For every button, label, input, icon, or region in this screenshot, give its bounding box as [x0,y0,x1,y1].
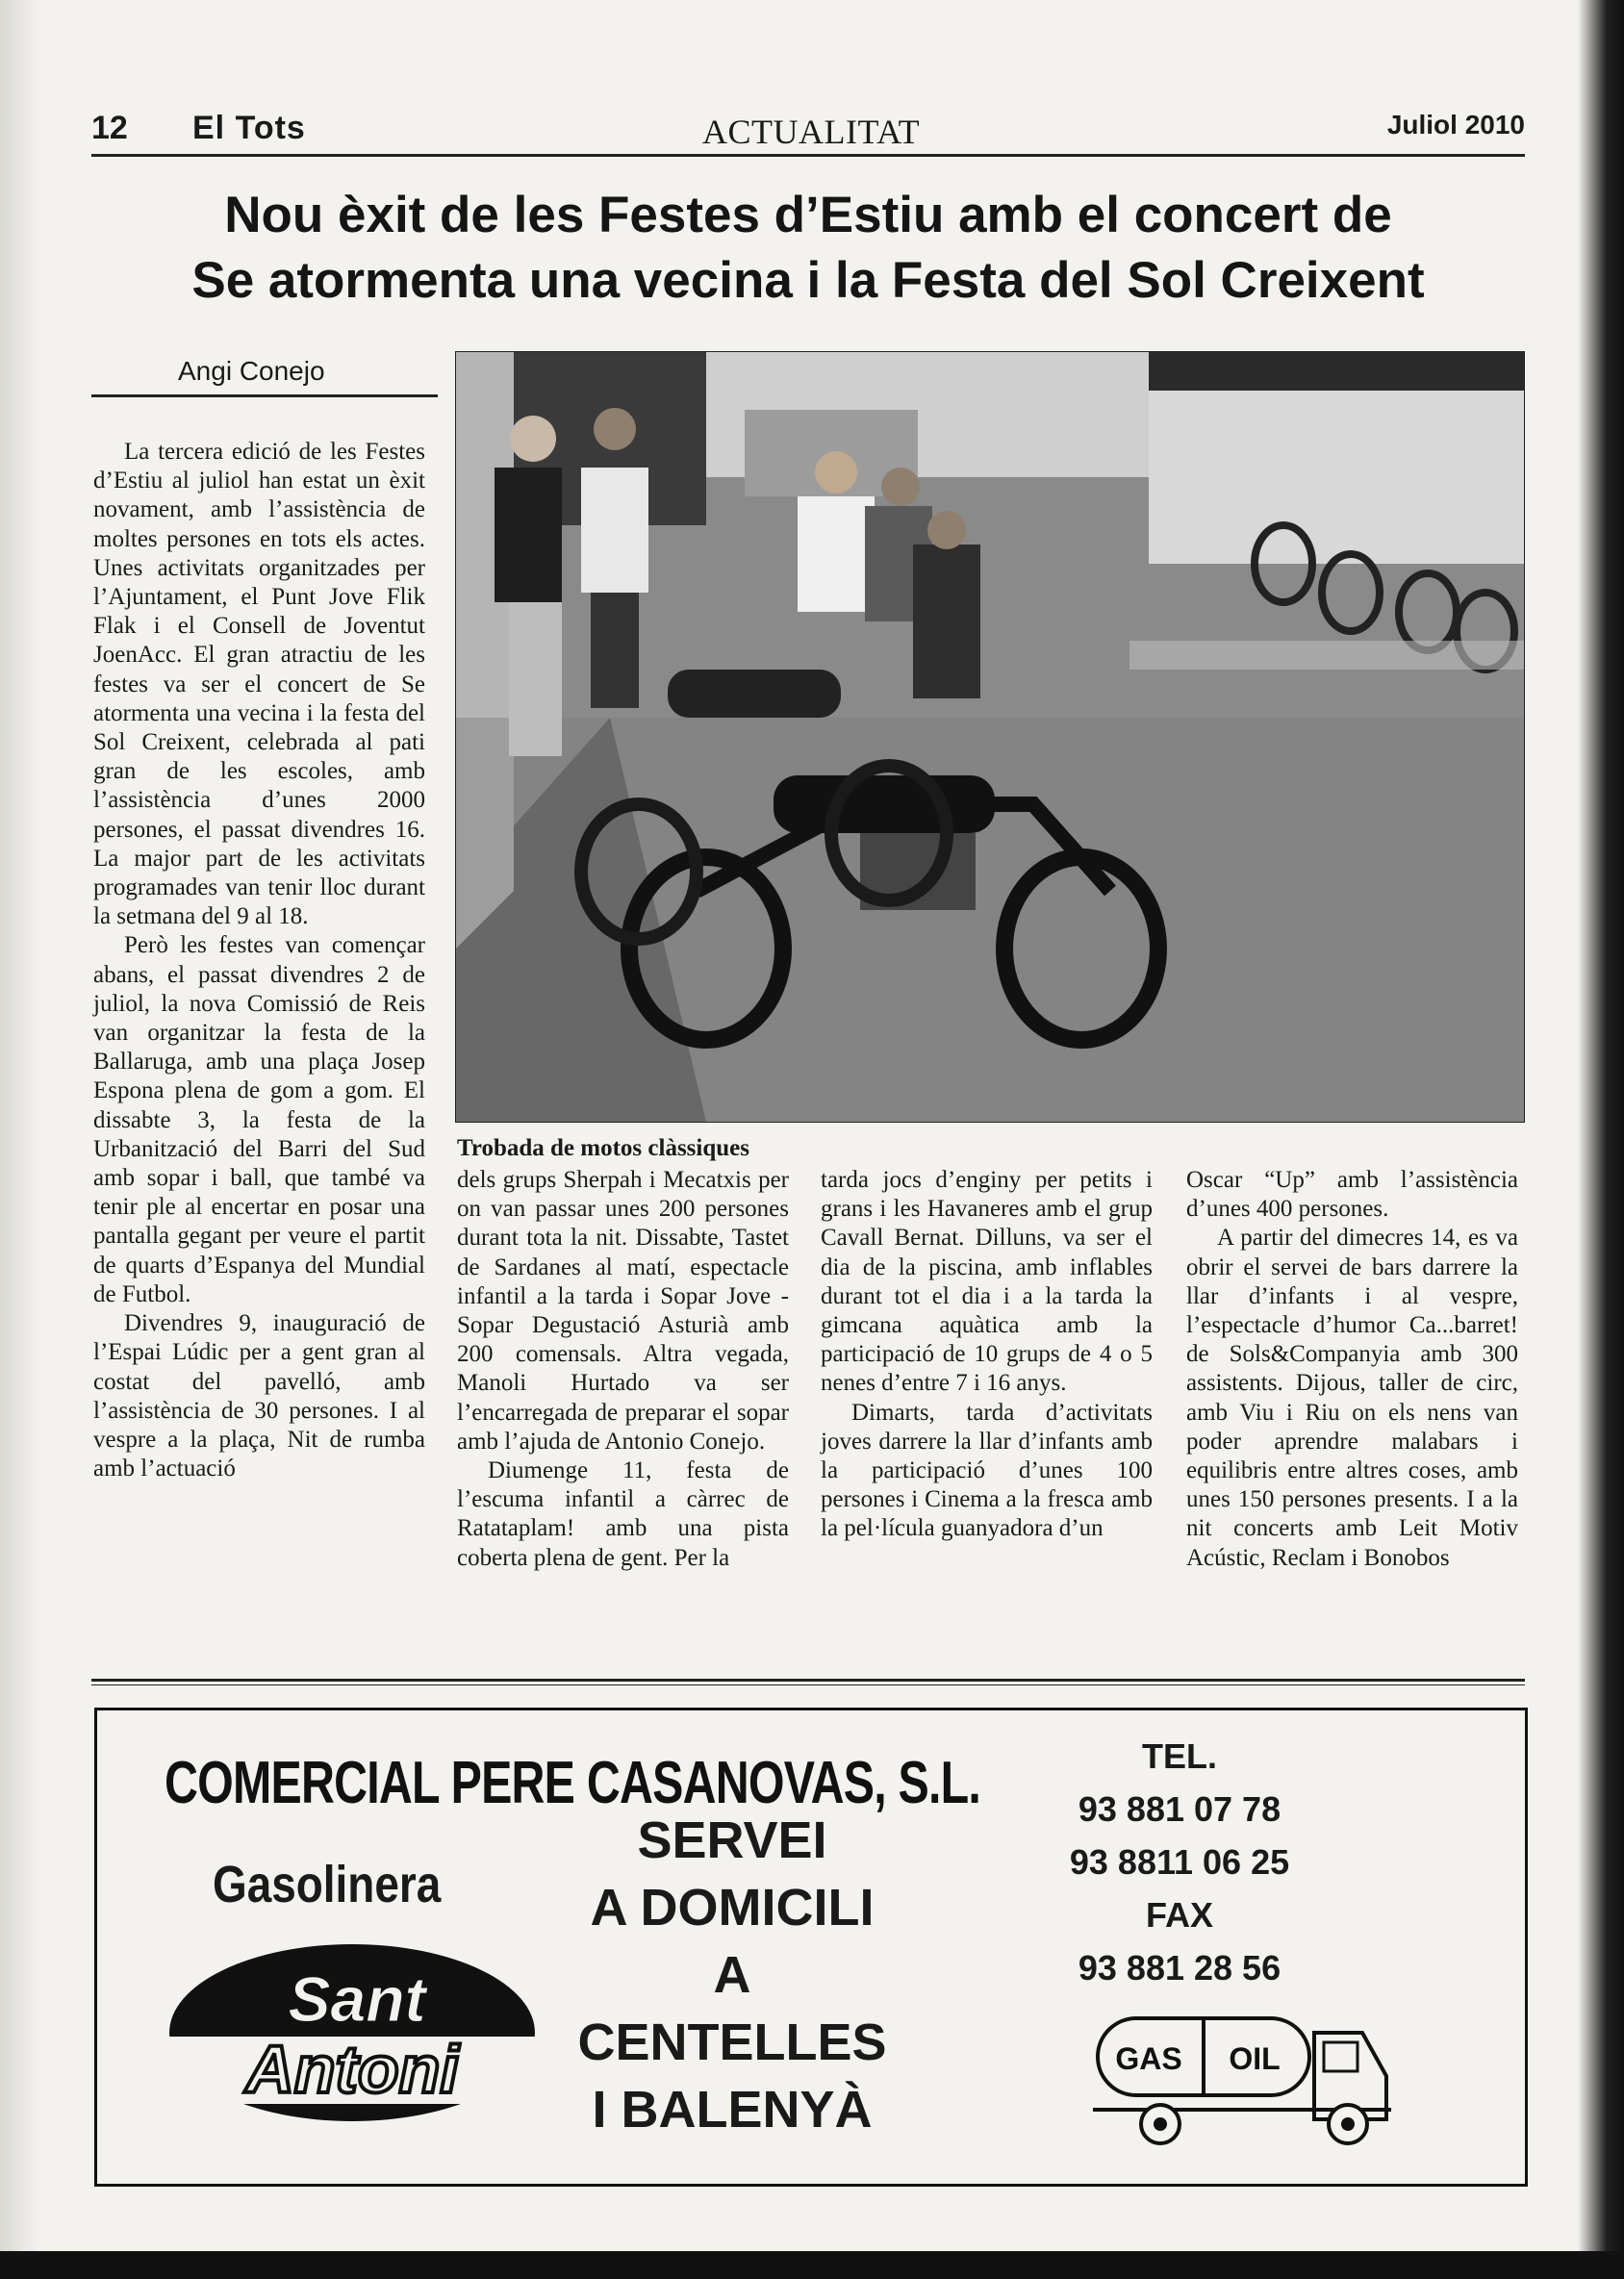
advert-rule [91,1684,1525,1685]
paragraph: dels grups Sherpah i Mecatxis per on van passar unes 200 persones durant tota la nit. Dissabte, Tastet de Sardanes al matí, espectacle infantil a la tarda i Sopar Jove - Sopar Degustació Asturià amb 200 comensals. Altra vegada, Manoli Hurtado va ser l’encarregada de preparar el sopar amb l’ajuda de Antonio Conejo. [457,1167,789,1455]
header-rule [91,154,1525,157]
author-byline: Angi Conejo [178,356,325,386]
photo-caption: Trobada de motos clàssiques [457,1135,749,1161]
fax-number: 93 881 28 56 [1078,1948,1281,1988]
article-column-3 [821,1166,1153,1544]
tel-label: TEL. [1142,1736,1217,1776]
service-line: A CENTELLES [577,1946,887,2071]
publication-name: El Tots [192,110,306,146]
article-photo [455,351,1525,1123]
service-line: A DOMICILI [590,1879,875,1937]
paragraph: Dimarts, tarda d’activitats joves darrere la llar d’infants amb la participació d’unes 100 persones i Cinema a la fresca amb la pel·lícula guanyadora d’un [821,1399,1153,1542]
article-headline [91,183,1525,314]
sant-antoni-logo [165,1937,540,2129]
fax-label: FAX [1145,1895,1213,1935]
advert-service [554,1807,910,2143]
advert-gasolinera: Gasolinera [213,1856,442,1913]
advert-rule [91,1679,1525,1682]
issue-date: Juliol 2010 [1386,110,1525,139]
paragraph: tarda jocs d’enginy per petits i grans i les Havaneres amb el grup Cavall Bernat. Dilluns, va ser el dia de la piscina, amb inflables durant tot el dia i a la tarda la gimcana aquàtica amb la participació de 10 grups de 4 o 5 nenes d’entre 7 i 16 anys. [821,1167,1153,1397]
paragraph: A partir del dimecres 14, es va obrir el servei de bars darrere la llar d’infants i al vespre, l’espectacle d’humor Ca...barret! de Sols&Companyia amb 300 assistents. Dijous, taller de circ, amb Viu i Riu on els nens van poder aprendre malabars i equilibris entre altres coses, amb unes 150 persones presents. I a la nit concerts amb Leit Motiv Acústic, Reclam i Bonobos [1186,1225,1518,1571]
headline-line: Nou èxit de les Festes d’Estiu amb el concert de [224,187,1392,243]
scan-border [0,2251,1624,2279]
paragraph: Divendres 9, inauguració de l’Espai Lúdic per a gent gran al costat del pavelló, amb l’assistència de 30 persones. I al vespre a la plaça, Nit de rumba amb l’actuació [93,1310,425,1482]
motorcycle-meetup-photo [456,352,1524,1122]
paragraph: Però les festes van començar abans, el passat divendres 2 de juliol, la nova Comissió de Reis van organitzar la festa de la Ballaruga, amb una plaça Josep Espona plena de gom a gom. El dissabte 3, la festa de la Urbanització del Barri del Sud amb sopar i ball, que també va tenir ple al encertar en posar una pantalla gegant per veure el partit de quarts d’Espanya del Mundial de Futbol. [93,932,425,1307]
truck-gas-label: GAS [1115,2041,1182,2076]
byline-rule [91,394,438,397]
article-column-1 [93,438,425,1483]
logo-text: Antoni [245,2032,459,2107]
paragraph: La tercera edició de les Festes d’Estiu al juliol han estat un èxit novament, amb l’assistència de moltes persones en tots els actes. Unes activitats organitzades per l’Ajuntament, el Punt Jove Flik Flak i el Consell de Joventut JoenAcc. El gran atractiu de les festes va ser el concert de Se atormenta una vecina i la festa del Sol Creixent, celebrada al pati gran de les escoles, amb l’assistència d’unes 2000 persones, el passat divendres 16. La major part de les activitats programades van tenir lloc durant la setmana del 9 al 18. [93,439,425,930]
article-column-4 [1186,1166,1518,1573]
advertisement [94,1708,1528,2187]
tanker-truck-icon [1093,2004,1410,2158]
service-line: I BALENYÀ [592,2081,873,2139]
advert-company-name: COMERCIAL PERE CASANOVAS, S.L. [165,1750,981,1816]
article-column-2 [457,1166,789,1573]
tel-number: 93 8811 06 25 [1069,1842,1290,1882]
logo-text: Sant [288,1963,426,2035]
section-name: ACTUALITAT [702,113,921,151]
paragraph: Oscar “Up” amb l’assistència d’unes 400 persones. [1186,1167,1518,1223]
page-header [91,104,1525,152]
advert-contact [1059,1730,1300,1994]
paragraph: Diumenge 11, festa de l’escuma infantil a càrrec de Ratataplam! amb una pista coberta plena de gent. Per la [457,1457,789,1571]
tel-number: 93 881 07 78 [1078,1789,1281,1829]
headline-line: Se atormenta una vecina i la Festa del Sol Creixent [191,252,1425,309]
truck-oil-label: OIL [1229,2041,1281,2076]
service-line: SERVEI [637,1811,827,1869]
page-number: 12 [91,110,128,146]
